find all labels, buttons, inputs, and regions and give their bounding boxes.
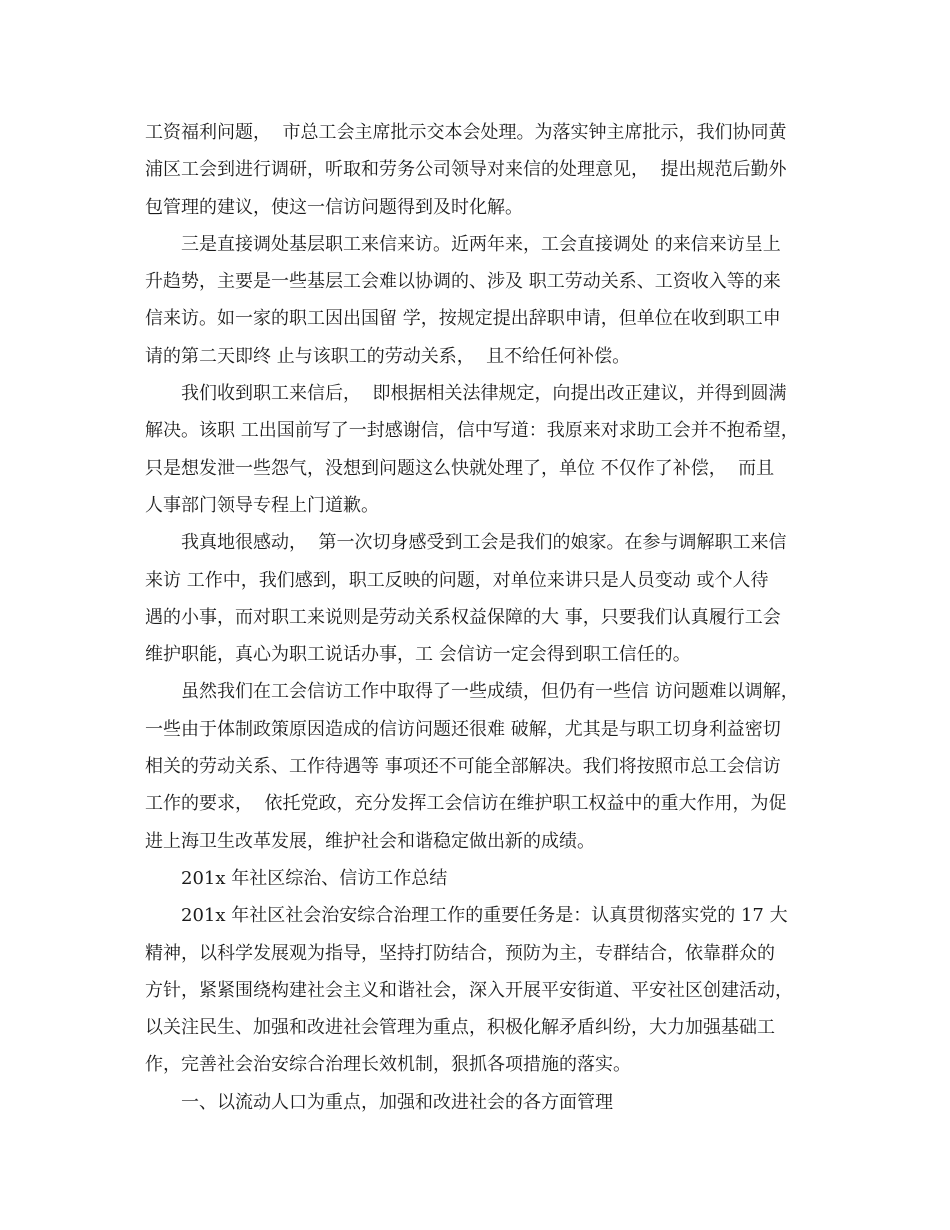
text-line: 维护职能，真心为职工说话办事，工 会信访一定会得到职工信任的。: [145, 644, 691, 666]
text-line: 相关的劳动关系、工作待遇等 事项还不可能全部解决。我们将按照市总工会信访: [145, 756, 781, 778]
text-line: 只是想发泄一些怨气，没想到问题这么快就处理了，单位 不仅作了补偿， 而且: [145, 457, 775, 479]
text-line: 工作的要求， 依托党政，充分发挥工会信访在维护职工权益中的重大作用，为促: [145, 793, 787, 815]
text-line: 浦区工会到进行调研，听取和劳务公司领导对来信的处理意见， 提出规范后勤外: [145, 159, 787, 181]
text-line: 以关注民生、加强和改进社会管理为重点，积极化解矛盾纠纷，大力加强基础工: [145, 1017, 775, 1039]
text-line: 我真地很感动， 第一次切身感受到工会是我们的娘家。在参与调解职工来信: [181, 532, 787, 554]
text-line: 作，完善社会治安综合治理长效机制，狠抓各项措施的落实。: [145, 1054, 631, 1076]
text-line: 人事部门领导专程上门道歉。: [145, 494, 379, 516]
text-line: 201x 年社区综治、信访工作总结: [181, 867, 448, 889]
text-line: 包管理的建议，使这一信访问题得到及时化解。: [145, 196, 523, 218]
text-line: 解决。该职 工出国前写了一封感谢信，信中写道：我原来对求助工会并不抱希望，: [145, 420, 799, 442]
text-line: 精神，以科学发展观为指导，坚持打防结合，预防为主，专群结合，依靠群众的: [145, 942, 775, 964]
text-line: 进上海卫生改革发展，维护社会和谐稳定做出新的成绩。: [145, 830, 595, 852]
text-line: 升趋势，主要是一些基层工会难以协调的、涉及 职工劳动关系、工资收入等的来: [145, 271, 781, 293]
text-line: 信来访。如一家的职工因出国留 学，按规定提出辞职申请，但单位在收到职工申: [145, 308, 781, 330]
text-line: 201x 年社区社会治安综合治理工作的重要任务是：认真贯彻落实党的 17 大: [181, 905, 788, 927]
text-line: 一、以流动人口为重点，加强和改进社会的各方面管理: [181, 1091, 613, 1113]
text-line: 来访 工作中，我们感到，职工反映的问题，对单位来讲只是人员变动 或个人待: [145, 569, 769, 591]
text-line: 我们收到职工来信后， 即根据相关法律规定，向提出改正建议，并得到圆满: [181, 383, 787, 405]
document-body: [145, 114, 825, 1121]
text-line: 方针，紧紧围绕构建社会主义和谐社会，深入开展平安街道、平安社区创建活动，: [145, 979, 793, 1001]
text-line: 遇的小事，而对职工来说则是劳动关系权益保障的大 事，只要我们认真履行工会: [145, 606, 781, 628]
text-line: 一些由于体制政策原因造成的信访问题还很难 破解，尤其是与职工切身利益密切: [145, 718, 781, 740]
text-line: 请的第二天即终 止与该职工的劳动关系， 且不给任何补偿。: [145, 345, 631, 367]
text-line: 工资福利问题， 市总工会主席批示交本会处理。为落实钟主席批示，我们协同黄: [145, 122, 787, 143]
text-line: 三是直接调处基层职工来信来访。近两年来，工会直接调处 的来信来访呈上: [181, 233, 781, 255]
text-line: 虽然我们在工会信访工作中取得了一些成绩，但仍有一些信 访问题难以调解，: [181, 681, 799, 703]
